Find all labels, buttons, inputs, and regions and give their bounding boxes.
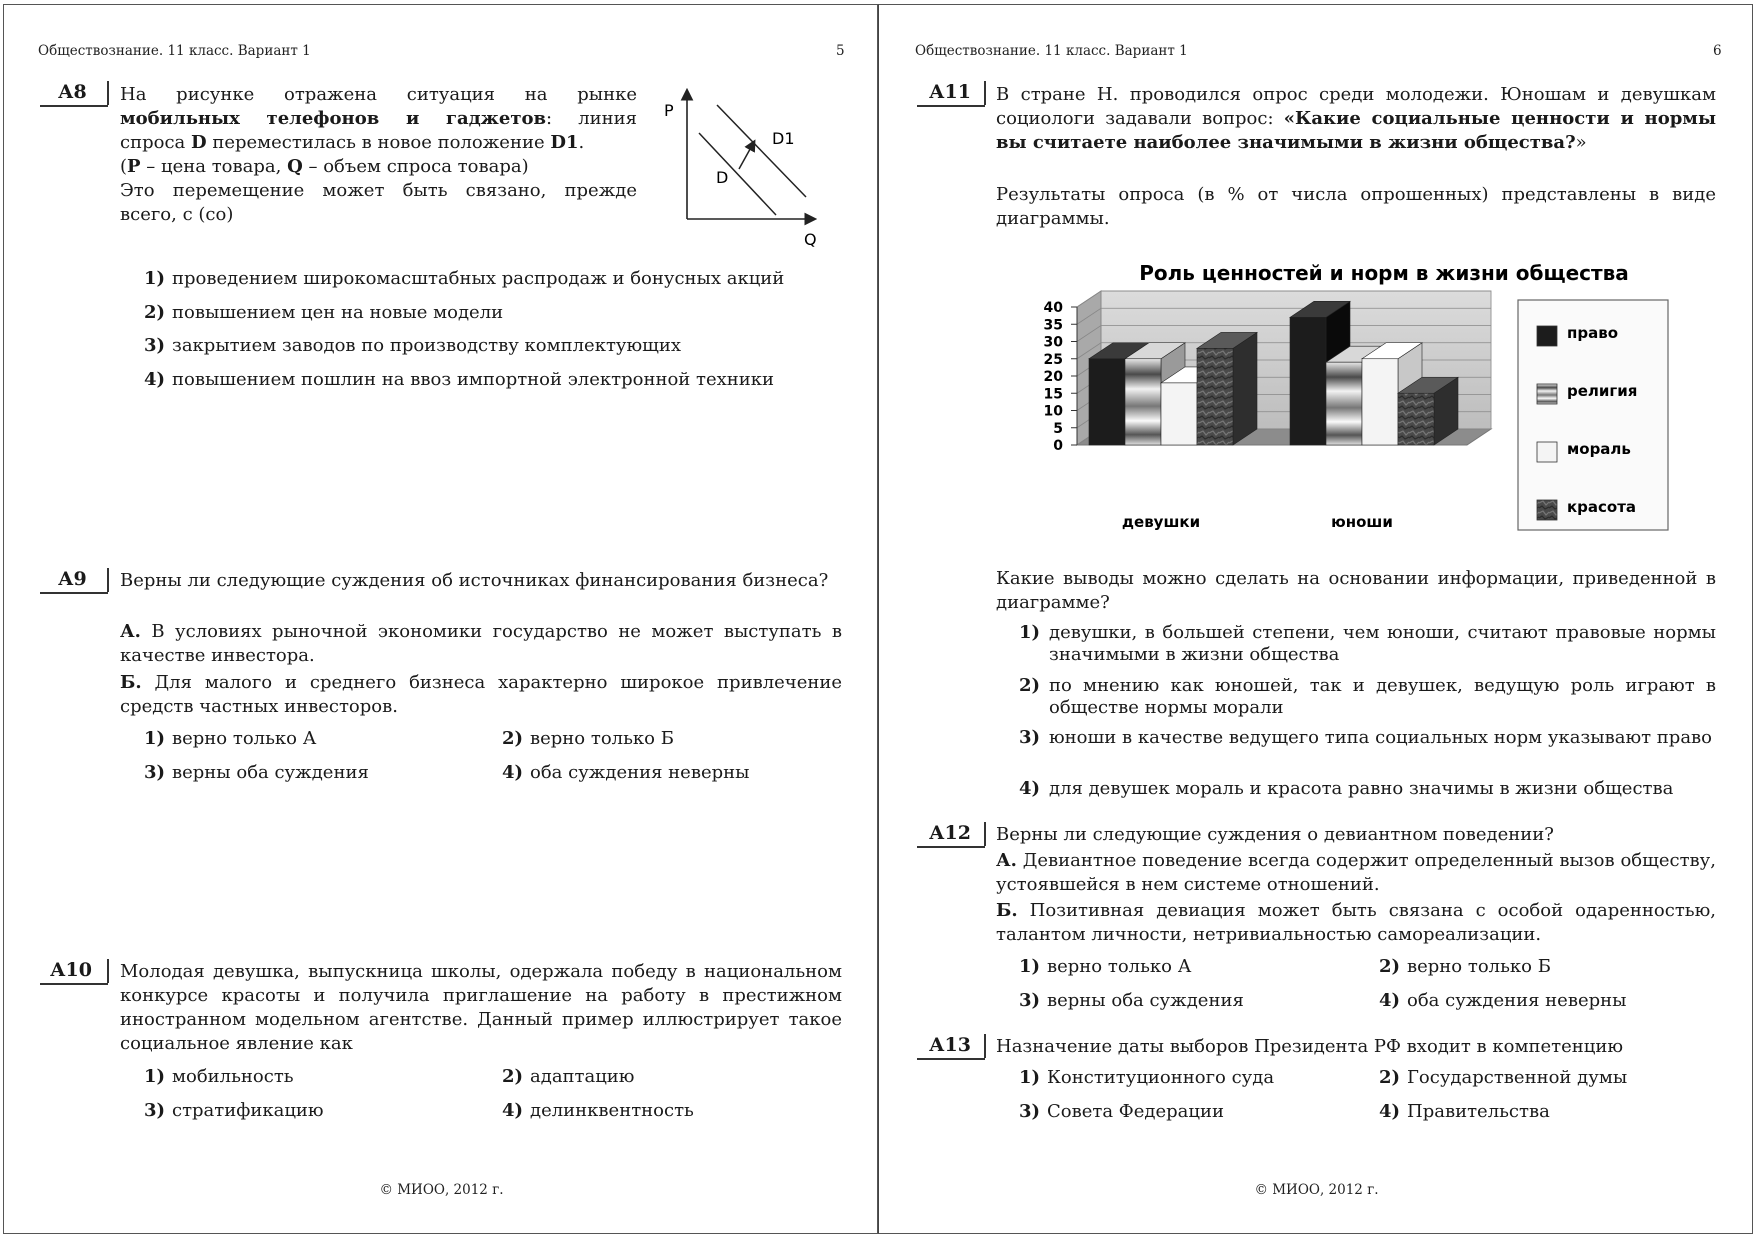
a8-line-4-q: Q bbox=[287, 156, 303, 177]
bar-красота-юноши bbox=[1398, 393, 1434, 445]
bar-мораль-юноши bbox=[1362, 359, 1398, 445]
option-text: повышением цен на новые модели bbox=[172, 302, 504, 323]
legend-label: право bbox=[1567, 324, 1619, 342]
page-number: 6 bbox=[1713, 43, 1722, 59]
option-text: юноши в качестве ведущего типа социальных норм указывают право bbox=[1049, 727, 1713, 748]
option-number: 4) bbox=[1019, 778, 1041, 799]
y-tick-label: 30 bbox=[1043, 334, 1063, 351]
values-bar-chart bbox=[1019, 250, 1709, 535]
a9-statement-a bbox=[120, 620, 842, 668]
option-number: 3) bbox=[144, 335, 166, 356]
question-underline bbox=[40, 983, 108, 985]
bar-религия-юноши bbox=[1326, 362, 1362, 445]
a8-line-3-mid: переместилась в новое положение bbox=[206, 132, 551, 153]
option-number: 3) bbox=[144, 762, 166, 783]
option-text: проведением широкомасштабных распродаж и бонусных акций bbox=[172, 268, 785, 289]
a8-line-3-end: . bbox=[578, 132, 585, 153]
page-header: Обществознание. 11 класс. Вариант 1 bbox=[38, 43, 311, 59]
a13-option-1[interactable] bbox=[1019, 1067, 1274, 1089]
a11-option-4[interactable] bbox=[1019, 778, 1716, 800]
option-text: верно только Б bbox=[530, 728, 674, 749]
a11-quote-open: « bbox=[1283, 108, 1295, 129]
a8-option-3[interactable] bbox=[144, 335, 681, 357]
y-tick-label: 25 bbox=[1043, 351, 1063, 368]
legend-swatch-религия bbox=[1537, 384, 1557, 404]
question-divider bbox=[107, 959, 109, 983]
demand-line-d1 bbox=[717, 105, 806, 197]
shift-arrow bbox=[739, 142, 754, 169]
a11-results: Результаты опроса (в % от числа опрошенных) представлены в виде диаграммы. bbox=[996, 184, 1716, 229]
question-divider bbox=[984, 822, 986, 846]
legend-label: мораль bbox=[1567, 440, 1631, 458]
a12-question: Верны ли следующие суждения о девиантном поведении? bbox=[996, 824, 1554, 845]
option-text: верно только А bbox=[1047, 956, 1192, 977]
chart-plot-area bbox=[1044, 291, 1491, 531]
option-number: 2) bbox=[1379, 1067, 1401, 1088]
a12-statement-a bbox=[996, 849, 1716, 897]
statement-label-a: А. bbox=[996, 850, 1017, 871]
a10-option-3[interactable] bbox=[144, 1100, 324, 1122]
a11-intro bbox=[996, 83, 1716, 155]
a8-line-3-d: D bbox=[190, 132, 207, 153]
y-tick-label: 15 bbox=[1043, 386, 1063, 403]
a8-line-1: На рисунке отражена ситуация на рынке bbox=[120, 84, 637, 105]
option-text: закрытием заводов по производству комплектующих bbox=[172, 335, 682, 356]
option-number: 4) bbox=[1379, 1101, 1401, 1122]
option-number: 2) bbox=[1019, 675, 1041, 696]
a8-line-4-p: P bbox=[127, 156, 141, 177]
option-text: верны оба суждения bbox=[1047, 990, 1244, 1011]
a13-option-2[interactable] bbox=[1379, 1067, 1627, 1089]
a9-question: Верны ли следующие суждения об источниках финансирования бизнеса? bbox=[120, 570, 829, 591]
x-category-label: юноши bbox=[1331, 513, 1393, 531]
statement-text: В условиях рыночной экономики государство не может выступать в качестве инвестора. bbox=[120, 621, 842, 666]
option-number: 1) bbox=[144, 728, 166, 749]
statement-text: Для малого и среднего бизнеса характерно широкое привлечение средств частных инвесторов. bbox=[120, 672, 842, 717]
option-number: 1) bbox=[1019, 956, 1041, 977]
p-axis-label: P bbox=[664, 101, 674, 120]
a13-option-4[interactable] bbox=[1379, 1101, 1550, 1123]
option-text: Государственной думы bbox=[1407, 1067, 1628, 1088]
option-number: 1) bbox=[144, 1066, 166, 1087]
bar-мораль-девушки bbox=[1161, 383, 1197, 445]
a12-option-3[interactable] bbox=[1019, 990, 1244, 1012]
y-tick-label: 0 bbox=[1053, 438, 1063, 454]
question-underline bbox=[917, 105, 985, 107]
option-text: верно только Б bbox=[1407, 956, 1551, 977]
option-text: Совета Федерации bbox=[1047, 1101, 1224, 1122]
option-number: 4) bbox=[502, 762, 524, 783]
option-number: 2) bbox=[144, 302, 166, 323]
a8-option-4[interactable] bbox=[144, 369, 774, 391]
option-text: оба суждения неверны bbox=[1407, 990, 1627, 1011]
a8-option-1[interactable] bbox=[144, 268, 784, 290]
option-number: 1) bbox=[1019, 622, 1041, 643]
a10-question: Молодая девушка, выпускница школы, одержала победу в национальном конкурсе красоты и получила приглашение на работу в престижном иностранном модельном агентстве. Данный пример иллюстрирует такое социальное явление как bbox=[120, 961, 842, 1054]
a9-option-1[interactable] bbox=[144, 728, 316, 750]
question-divider bbox=[107, 568, 109, 592]
legend-swatch-право bbox=[1537, 326, 1557, 346]
y-tick-label: 10 bbox=[1043, 403, 1063, 420]
legend-swatch-красота bbox=[1537, 500, 1557, 520]
statement-label-b: Б. bbox=[996, 900, 1018, 921]
option-text: стратификацию bbox=[172, 1100, 324, 1121]
a9-statement-b bbox=[120, 671, 842, 719]
a11-option-1[interactable] bbox=[1019, 622, 1716, 666]
d-label: D bbox=[716, 168, 729, 187]
option-number: 4) bbox=[1379, 990, 1401, 1011]
question-number-a8: А8 bbox=[58, 81, 87, 103]
a10-option-2[interactable] bbox=[502, 1066, 634, 1088]
option-number: 3) bbox=[1019, 1101, 1041, 1122]
a10-option-1[interactable] bbox=[144, 1066, 294, 1088]
question-number-a10: А10 bbox=[50, 959, 92, 981]
question-number-a13: А13 bbox=[929, 1034, 971, 1056]
legend-swatch-мораль bbox=[1537, 442, 1557, 462]
option-text: Правительства bbox=[1407, 1101, 1550, 1122]
bar-право-юноши bbox=[1290, 317, 1326, 445]
option-text: адаптацию bbox=[530, 1066, 635, 1087]
option-number: 1) bbox=[144, 268, 166, 289]
a8-market: мобильных телефонов и гаджетов bbox=[120, 108, 546, 129]
question-divider bbox=[984, 1034, 986, 1058]
statement-text: Девиантное поведение всегда содержит определенный вызов обществу, устоявшейся в нем системе отношений. bbox=[996, 850, 1716, 895]
a10-option-4[interactable] bbox=[502, 1100, 694, 1122]
a11-option-2[interactable] bbox=[1019, 675, 1716, 719]
a12-option-4[interactable] bbox=[1379, 990, 1626, 1012]
option-text: девушки, в большей степени, чем юноши, считают правовые нормы значимыми в жизни общества bbox=[1049, 622, 1716, 665]
option-text: верны оба суждения bbox=[172, 762, 369, 783]
a8-line-3-d1: D1 bbox=[550, 132, 579, 153]
a12-statement-b bbox=[996, 899, 1716, 947]
a11-option-3[interactable] bbox=[1019, 727, 1716, 771]
question-number-a11: А11 bbox=[929, 81, 971, 103]
d1-label: D1 bbox=[772, 129, 795, 148]
a11-question: Какие выводы можно сделать на основании информации, приведенной в диаграмме? bbox=[996, 568, 1716, 613]
y-tick-label: 20 bbox=[1043, 369, 1063, 385]
a11-quote: Какие социальные ценности и нормы вы считаете наиболее значимыми в жизни общества? bbox=[996, 108, 1716, 153]
option-text: Конституционного суда bbox=[1047, 1067, 1275, 1088]
statement-label-a: А. bbox=[120, 621, 141, 642]
option-number: 4) bbox=[144, 369, 166, 390]
legend-label: религия bbox=[1567, 382, 1638, 400]
y-tick-label: 35 bbox=[1043, 317, 1063, 334]
right-page bbox=[878, 4, 1753, 1234]
page-number: 5 bbox=[836, 43, 845, 59]
a8-line-4-mid: – цена товара, bbox=[140, 156, 288, 177]
page-footer: © МИОО, 2012 г. bbox=[379, 1182, 504, 1198]
option-number: 4) bbox=[502, 1100, 524, 1121]
page-header: Обществознание. 11 класс. Вариант 1 bbox=[915, 43, 1188, 59]
statement-label-b: Б. bbox=[120, 672, 142, 693]
a8-line-2 bbox=[120, 107, 637, 131]
question-number-a9: А9 bbox=[58, 568, 87, 590]
bar-красота-девушки bbox=[1197, 348, 1233, 445]
option-number: 1) bbox=[1019, 1067, 1041, 1088]
y-tick-label: 40 bbox=[1043, 300, 1063, 316]
a8-line-3 bbox=[120, 131, 637, 155]
a13-question: Назначение даты выборов Президента РФ входит в компетенцию bbox=[996, 1036, 1623, 1057]
a9-option-2[interactable] bbox=[502, 728, 674, 750]
statement-text: Позитивная девиация может быть связана с особой одаренностью, талантом личности, нетривиальностью самореализации. bbox=[996, 900, 1716, 945]
q-axis-label: Q bbox=[804, 230, 817, 249]
page-footer: © МИОО, 2012 г. bbox=[1254, 1182, 1379, 1198]
a8-line-4-open: ( bbox=[120, 156, 128, 177]
question-underline bbox=[40, 105, 108, 107]
y-tick-label: 5 bbox=[1053, 420, 1063, 437]
a9-option-4[interactable] bbox=[502, 762, 749, 784]
option-number: 3) bbox=[144, 1100, 166, 1121]
a8-line-2-rest: : линия bbox=[545, 108, 637, 129]
demand-line-d bbox=[699, 133, 776, 215]
option-text: делинквентность bbox=[530, 1100, 694, 1121]
a8-line-4 bbox=[120, 155, 637, 179]
option-text: по мнению как юношей, так и девушек, ведущую роль играют в обществе нормы морали bbox=[1049, 675, 1716, 718]
a8-option-2[interactable] bbox=[144, 302, 503, 324]
bar-side-красота bbox=[1233, 332, 1257, 445]
a8-line-6: всего, с (со) bbox=[120, 204, 234, 225]
question-underline bbox=[917, 1058, 985, 1060]
a13-option-3[interactable] bbox=[1019, 1101, 1224, 1123]
a11-intro-text: В стране Н. проводился опрос среди молодежи. Юношам и девушкам социологи задавали вопрос: bbox=[996, 84, 1716, 129]
question-divider bbox=[984, 81, 986, 105]
legend-label: красота bbox=[1567, 498, 1637, 516]
a8-line-4-end: – объем спроса товара) bbox=[302, 156, 529, 177]
a8-line-5: Это перемещение может быть связано, прежде bbox=[120, 180, 637, 201]
option-number: 3) bbox=[1019, 990, 1041, 1011]
left-page bbox=[3, 4, 878, 1234]
option-number: 2) bbox=[1379, 956, 1401, 977]
question-divider bbox=[107, 81, 109, 105]
bar-религия-девушки bbox=[1125, 359, 1161, 445]
question-number-a12: А12 bbox=[929, 822, 971, 844]
a11-quote-close: » bbox=[1575, 132, 1587, 153]
a8-line-3-pre: спроса bbox=[120, 132, 191, 153]
x-category-label: девушки bbox=[1121, 513, 1201, 531]
option-text: повышением пошлин на ввоз импортной электронной техники bbox=[172, 369, 775, 390]
a9-option-3[interactable] bbox=[144, 762, 369, 784]
option-text: для девушек мораль и красота равно значимы в жизни общества bbox=[1049, 778, 1674, 799]
option-text: верно только А bbox=[172, 728, 317, 749]
a12-option-1[interactable] bbox=[1019, 956, 1191, 978]
a8-text bbox=[120, 83, 637, 227]
option-number: 3) bbox=[1019, 727, 1041, 748]
a12-option-2[interactable] bbox=[1379, 956, 1551, 978]
option-number: 2) bbox=[502, 728, 524, 749]
option-number: 2) bbox=[502, 1066, 524, 1087]
chart-title: Роль ценностей и норм в жизни общества bbox=[1139, 261, 1629, 285]
question-underline bbox=[917, 846, 985, 848]
demand-shift-graph bbox=[654, 85, 824, 255]
question-underline bbox=[40, 592, 108, 594]
option-text: оба суждения неверны bbox=[530, 762, 750, 783]
bar-право-девушки bbox=[1089, 359, 1125, 445]
option-text: мобильность bbox=[172, 1066, 294, 1087]
